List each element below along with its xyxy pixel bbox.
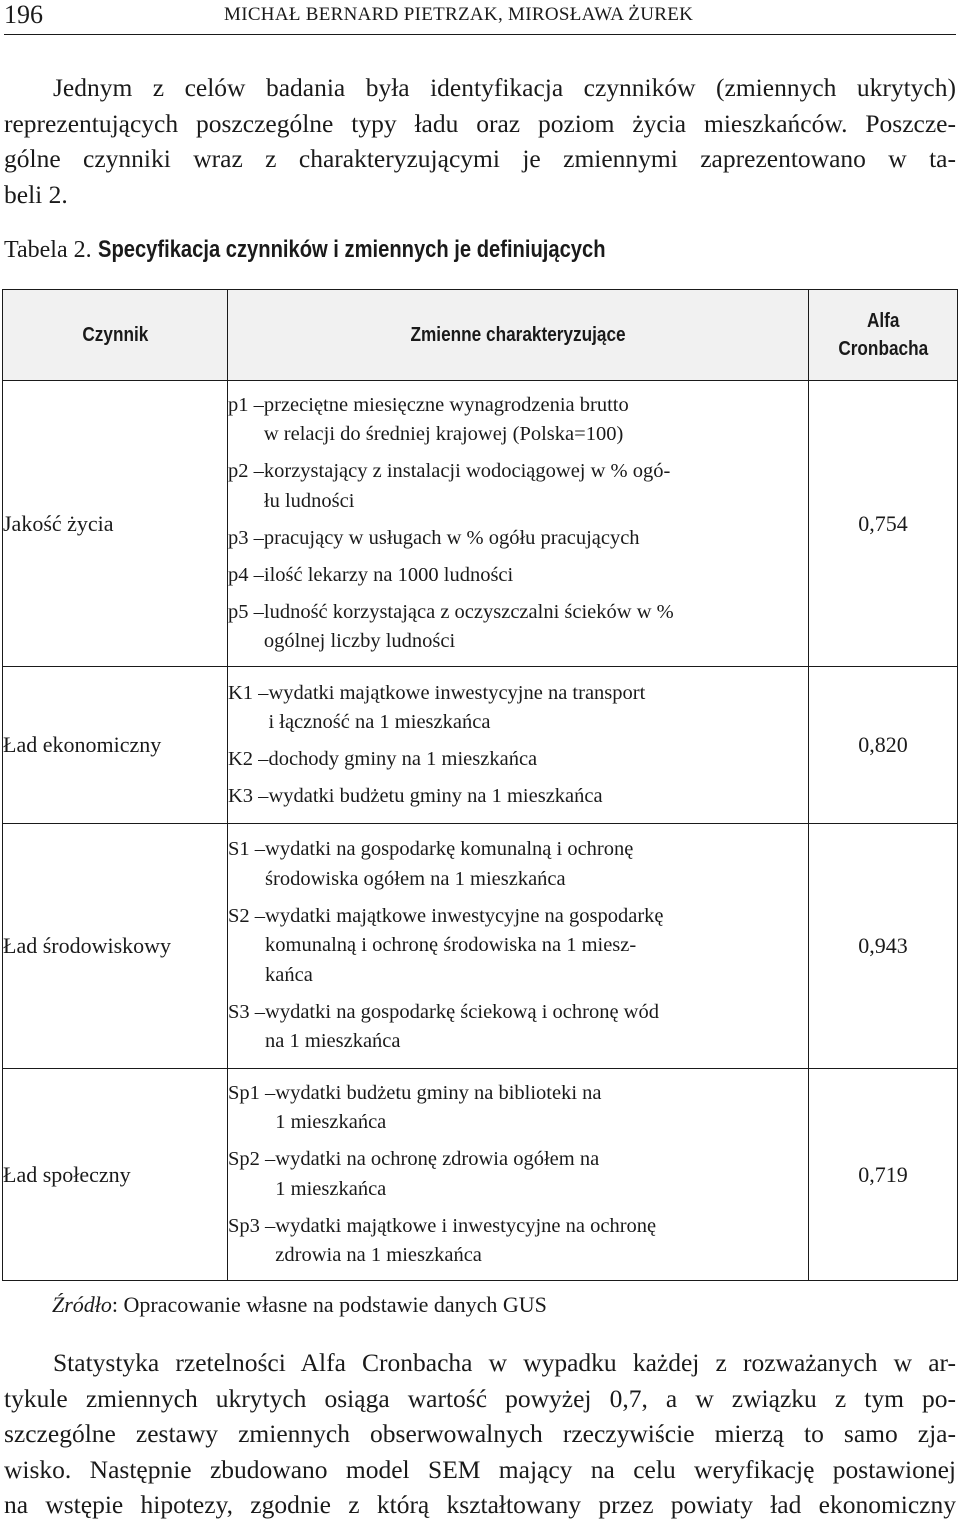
outro-paragraph [4,1345,956,1523]
factor-cell: Jakość życia [3,381,228,667]
table-row [3,824,958,1069]
variable-code: Sp1 – [228,1081,276,1104]
variable-code: K3 – [228,785,269,807]
variable-code: Sp2 – [228,1148,276,1170]
variable-item [228,998,808,1057]
table-caption [4,232,702,268]
variable-code: S3 – [228,1000,266,1023]
variable-item [228,745,808,775]
running-head: MICHAŁ BERNARD PIETRZAK, MIROSŁAWA ŻUREK [224,4,694,25]
source-label: Źródło [52,1292,112,1317]
variable-item [228,561,808,591]
table-source-note [52,1292,547,1318]
variable-description: wydatki budżetu gminy na 1 mieszkańca [268,785,603,807]
table-header-row [3,290,958,381]
alpha-cell: 0,943 [809,824,958,1069]
variable-code: S1 – [228,838,266,861]
variable-item [228,524,808,554]
variable-item [228,902,808,991]
variable-description: wydatki na gospodarkę komunalną i ochronę środowiska ogółem na 1 mieszkańca [265,838,634,890]
variable-description: dochody gminy na 1 mieszkańca [268,748,538,770]
alpha-cell: 0,820 [809,667,958,824]
variables-cell [228,824,809,1069]
source-text: : Opracowanie własne na podstawie danych GUS [111,1292,547,1317]
variables-cell [228,1069,809,1281]
variable-description: przeciętne miesięczne wynagrodzenia brutto w relacji do średniej krajowej (Polska=100) [263,393,629,445]
paragraph-line: gólne czynniki wraz z charakteryzującymi je zmiennymi zaprezentowano w ta- [4,144,956,173]
variable-item [228,782,808,812]
variable-description: wydatki na gospodarkę ściekową i ochronę wód na 1 mieszkańca [265,1000,659,1053]
table-caption-title: Specyfikacja czynników i zmiennych je definiujących [97,236,606,263]
column-header-alpha: Alfa Cronbacha [809,290,958,381]
variable-code: K1 – [228,681,269,704]
variables-cell [228,667,809,824]
column-header-variables: Zmienne charakteryzujące [228,290,809,381]
variable-item [228,679,808,738]
variable-code: p3 – [228,526,264,549]
variable-description: ilość lekarzy na 1000 ludności [263,563,514,586]
variable-description: wydatki na ochronę zdrowia ogółem na 1 mieszkańca [275,1148,600,1200]
paragraph-line: reprezentujących poszczególne typy ładu oraz poziom życia mieszkańców. Poszcze- [4,108,956,138]
page-number: 196 [4,0,43,29]
variable-code: p4 – [228,563,264,586]
column-header-factor: Czynnik [3,290,228,381]
paragraph-line: beli 2. [4,179,68,209]
table-row [3,381,958,667]
paragraph-line: Jednym z celów badania była identyfikacja czynników (zmiennych ukrytych) [53,73,956,102]
variable-description: wydatki budżetu gminy na biblioteki na 1 mieszkańca [275,1081,602,1133]
variable-item [228,457,808,516]
variable-item [228,835,808,894]
variable-item [228,1212,808,1271]
paragraph-line: szczególne zestawy zmiennych obserwowalnych rzeczywiście mierzą to samo zja- [4,1419,956,1448]
table-row [3,667,958,824]
variable-code: p1 – [228,393,264,416]
alpha-cell: 0,719 [809,1069,958,1281]
variable-description: wydatki majątkowe inwestycyjne na transport i łączność na 1 mieszkańca [268,681,646,733]
paragraph-line: tykule zmiennych ukrytych osiąga wartość powyżej 0,7, a w związku z tym po- [4,1383,956,1413]
table-caption-label: Tabela 2. [4,237,92,263]
variable-description: wydatki majątkowe i inwestycyjne na ochronę zdrowia na 1 mieszkańca [275,1214,657,1266]
page-header [4,0,956,35]
variable-item [228,1079,808,1138]
paragraph-line: wisko. Następnie zbudowano model SEM mający na celu weryfikację postawionej [4,1454,956,1484]
variable-description: wydatki majątkowe inwestycyjne na gospodarkę komunalną i ochronę środowiska na 1 miesz- kańca [265,904,664,986]
paragraph-line: Statystyka rzetelności Alfa Cronbacha w wypadku każdej z rozważanych w ar- [53,1348,956,1377]
factor-cell: Ład ekonomiczny [3,667,228,824]
paragraph-line: na wstępie hipotezy, zgodnie z którą kształtowany przez powiaty ład ekonomiczny [4,1490,956,1519]
variable-code: p2 – [228,460,264,482]
variable-item [228,1145,808,1204]
variable-code: p5 – [228,600,264,623]
factor-cell: Ład środowiskowy [3,824,228,1069]
specification-table [2,289,958,1281]
variable-code: S2 – [228,904,266,927]
variable-description: pracujący w usługach w % ogółu pracujących [263,526,640,549]
intro-paragraph [4,70,956,212]
alpha-cell: 0,754 [809,381,958,667]
table-row [3,1069,958,1281]
variable-item [228,391,808,450]
variable-item [228,598,808,657]
variable-description: ludność korzystająca z oczyszczalni ścieków w % ogólnej liczby ludności [263,600,674,652]
factor-cell: Ład społeczny [3,1069,228,1281]
variable-code: Sp3 – [228,1214,276,1237]
variable-description: korzystający z instalacji wodociągowej w % ogó- łu ludności [263,460,671,512]
variable-code: K2 – [228,748,269,770]
variables-cell [228,381,809,667]
